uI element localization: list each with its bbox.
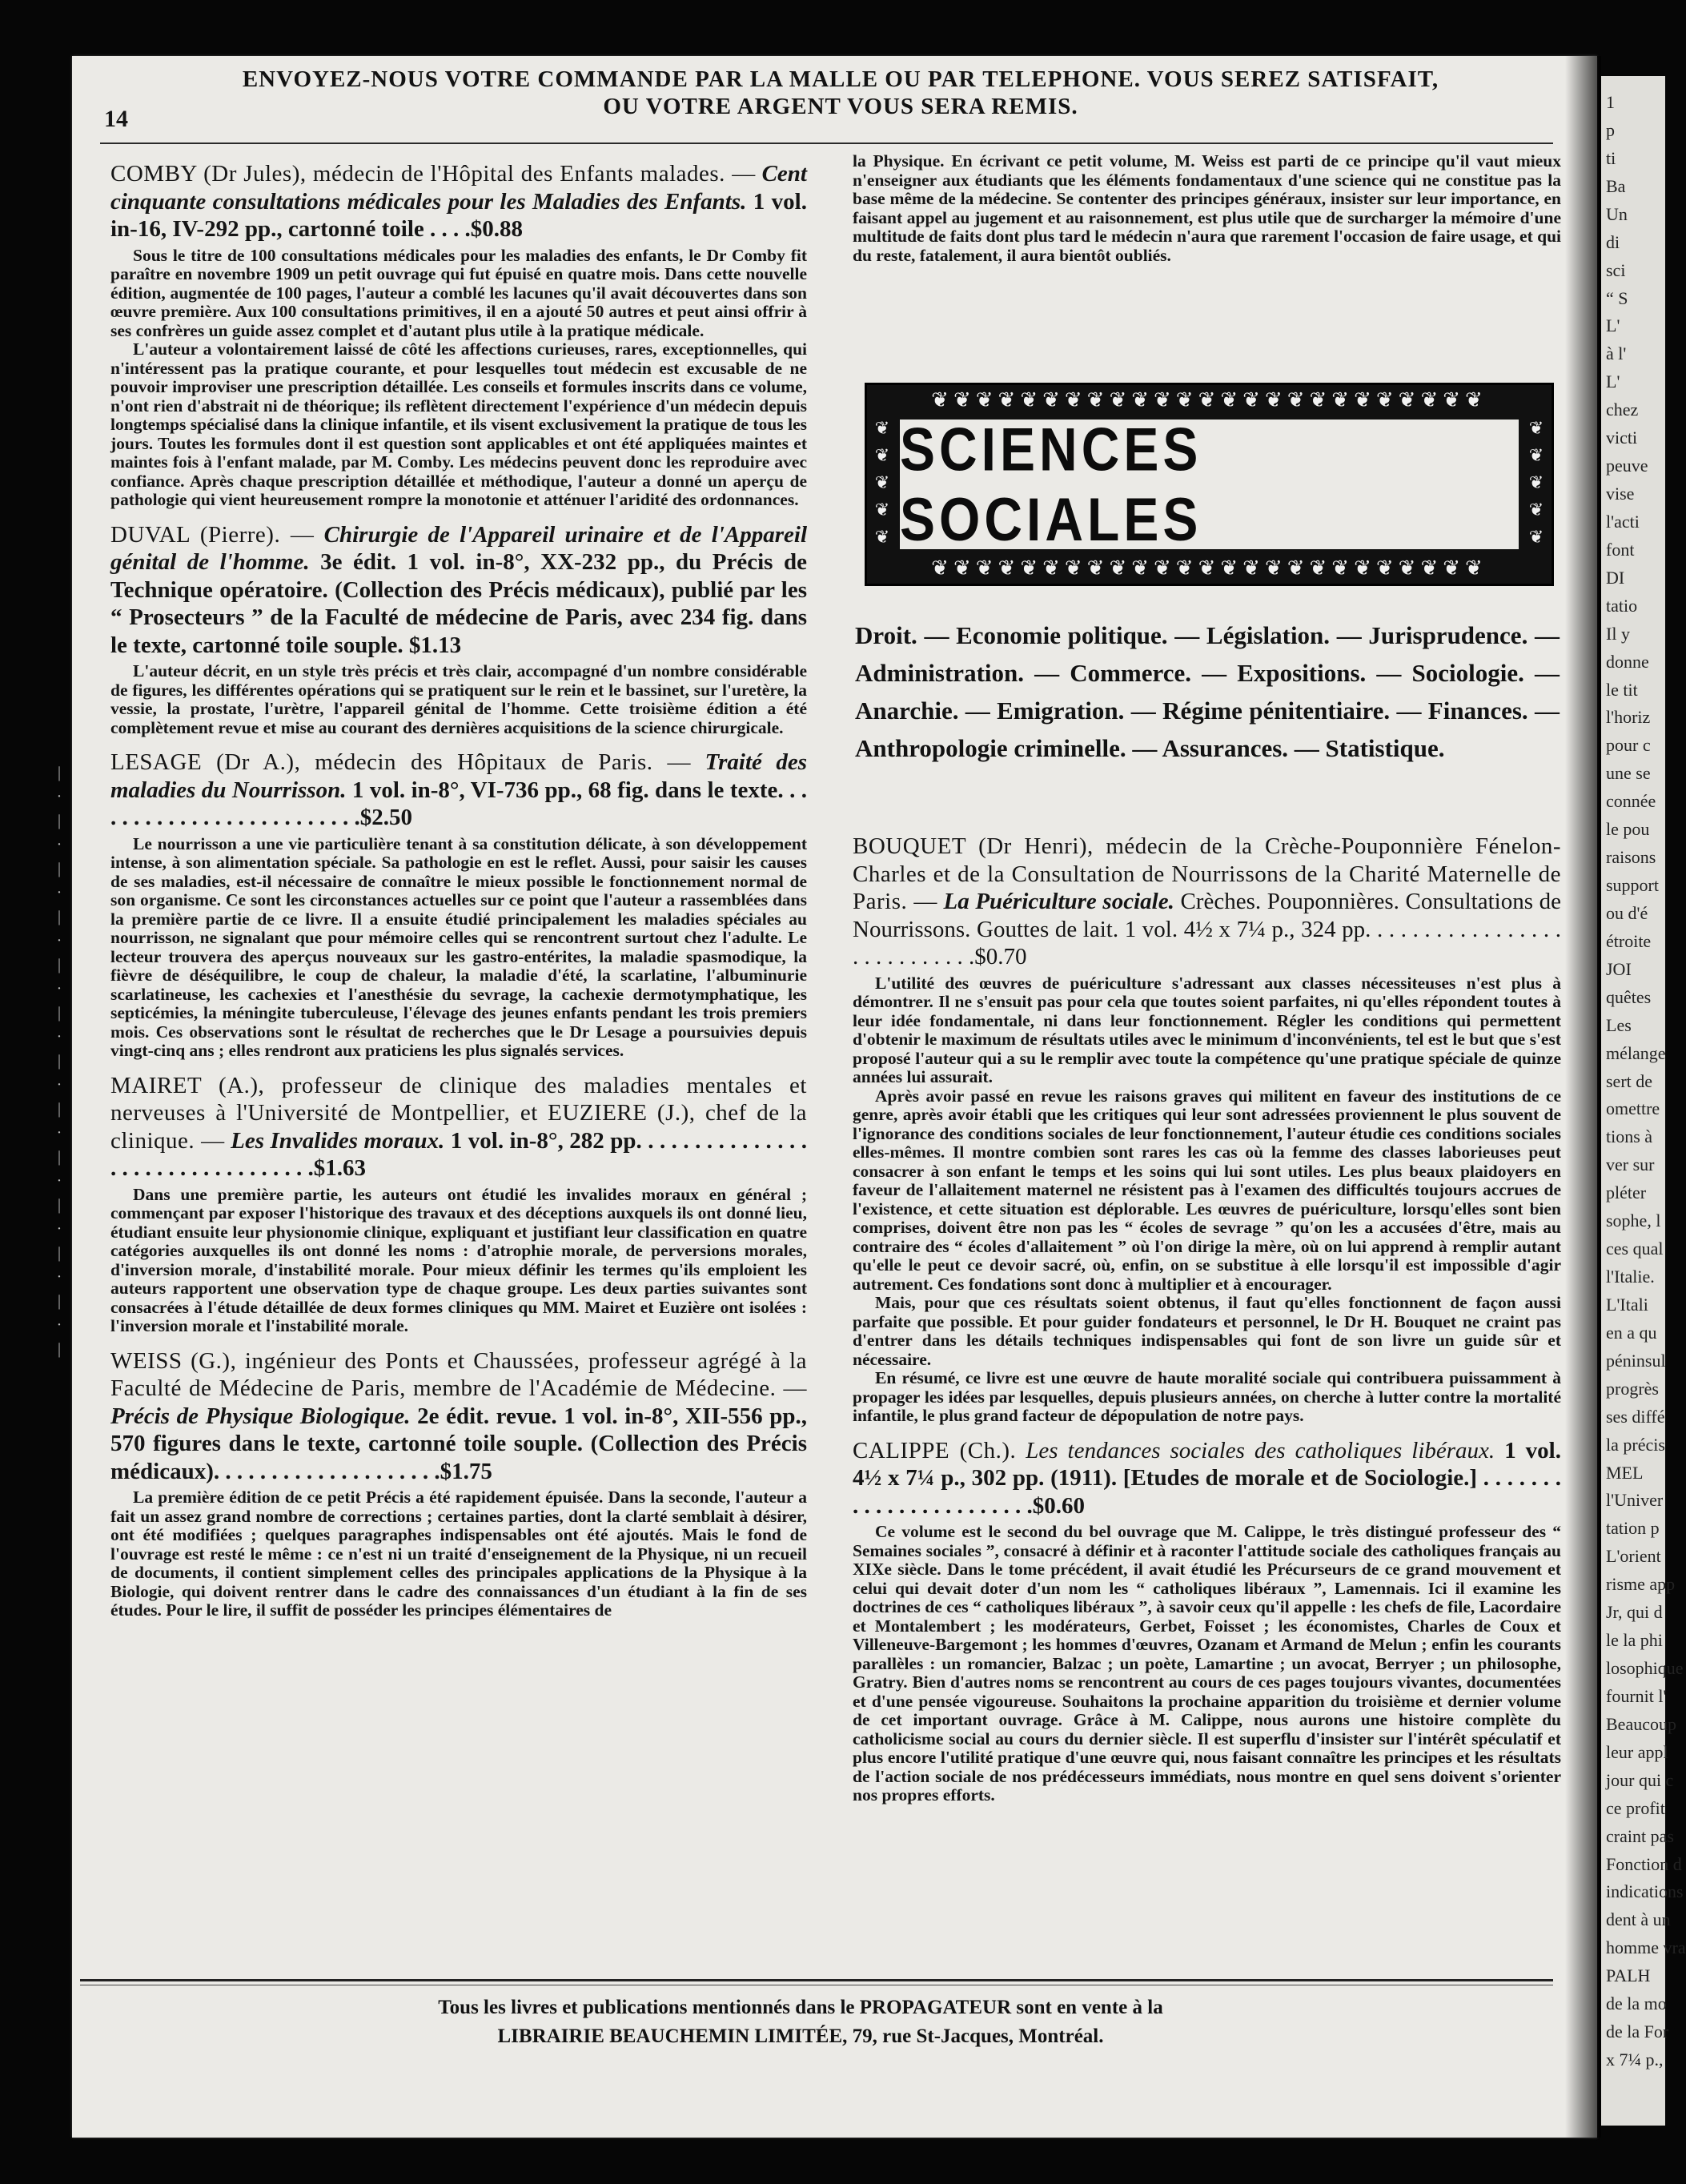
adjacent-page-fragment: donne [1606,651,1649,672]
leaf-border-left: ❦ ❦ ❦ ❦ ❦ [874,419,890,548]
adjacent-page-fragment: Il y [1606,623,1630,644]
adjacent-page-fragment: p [1606,119,1615,140]
adjacent-page-fragment: connée [1606,791,1656,812]
header-line-1: ENVOYEZ-NOUS VOTRE COMMANDE PAR LA MALLE OU PAR TELEPHONE. VOUS SEREZ SATISFAIT, [242,66,1439,92]
adjacent-page-fragment: L' [1606,315,1620,336]
adjacent-page-fragment: ver sur [1606,1154,1655,1175]
entry-author: LESAGE (Dr A.), médecin des Hôpitaux de Paris. — [110,749,692,775]
entry-title: La Puériculture sociale. [943,889,1174,914]
left-column [110,160,807,1632]
page-header [112,66,1569,120]
adjacent-page-fragment: Les [1606,1014,1632,1035]
continuation-text: la Physique. En écrivant ce petit volume, M. Weiss est parti de ce principe qu'il vaut mieux n'enseigner aux étudiants que les éléments fondamentaux d'une science qui ne constitue pas la base même de la médecine. Se contenter des principes généraux, insister sur leur importance, en faisant appel au jugement et au raisonnement, est plus utile que de surcharger la mémoire d'une multitude de faits dont plus tard le médecin n'aura que rarement l'occasion de faire usage, et qui du reste, fatalement, il aura bientôt oubliés. [853,151,1561,265]
footer-line-2: LIBRAIRIE BEAUCHEMIN LIMITÉE, 79, rue St-Jacques, Montréal. [497,2025,1104,2047]
adjacent-page-fragment: losophique [1606,1658,1684,1679]
section-title: SCIENCES SOCIALES [900,415,1202,554]
adjacent-page-fragment: pour c [1606,735,1651,756]
header-line-2: OU VOTRE ARGENT VOUS SERA REMIS. [603,94,1078,119]
adjacent-page-fragment: ce profit [1606,1797,1665,1818]
adjacent-page-fragment: MEL [1606,1462,1644,1483]
entry-publication: 1 vol. in-16, IV-292 pp., cartonné toile . . . .$0.88 [110,188,807,242]
entry-description: En résumé, ce livre est une œuvre de haute moralité sociale qui contribuera puissamment à propager les idées par lesquelles, depuis plusieurs années, on cherche à lutter contre la mortalité infantile, le plus grand facteur de dépopulation de notre pays. [853,1368,1561,1425]
adjacent-page-fragment: jour qui c [1606,1769,1674,1790]
header-rule [100,143,1553,144]
section-banner [865,383,1554,586]
entry-description: Dans une première partie, les auteurs ont étudié les invalides moraux en général ; commençant par exposer l'historique des travaux et des déceptions auxquels ils ont donné lieu, étudiant ensuite leur physionomie clinique, expliquant et justifiant leur classification en quatre catégories auxquelles ils ont donné les noms : d'atrophie morale, de perversions morales, d'inversion morale, d'instabilité morale. Pour mieux définir les termes qu'ils emploient les auteurs rapportent une observation type de chaque groupe. Les deux parties suivantes sont consacrées à l'étude détaillée de deux formes cliniques qu MM. Mairet et Euzière ont isolées : l'inversion morale et l'instabilité morale. [110,1184,807,1335]
entry-title: Traité des maladies du Nourrisson. [110,749,808,803]
footer-rule [80,1979,1553,1981]
entry-publication: 1 vol. in-8°, VI-736 pp., 68 fig. dans le texte. . . . . . . . . . . . . . . . . . . . . . . . .$2.50 [110,777,808,830]
adjacent-page-fragment: chez [1606,399,1639,420]
entry-author: COMBY (Dr Jules), médecin de l'Hôpital des Enfants malades. — [110,161,756,187]
adjacent-page-fragment: le pou [1606,819,1650,840]
adjacent-page-fragment: 1 [1606,92,1615,112]
page-gutter [1565,56,1601,2138]
entry-title: Précis de Physique Biologique. [110,1403,411,1429]
adjacent-page-fragment: PALH [1606,1965,1651,1986]
entry-description: La première édition de ce petit Précis a été rapidement épuisée. Dans la seconde, l'auteur a fait un assez grand nombre de corrections ; certaines parties, dont la clarté semblait à désirer, ont été modifiées ; quelques paragraphes indispensables ont été ajoutés. Mais le fond de l'ouvrage est resté le même : ce n'est ni un traité d'enseignement de la Physique, ni un recueil de documents, il contient simplement celles des principales applications de la Physique à la Biologie, qui doivent rentrer dans le cadre des connaissances d'un étudiant à la fin de ses études. Pour le lire, il suffit de posséder les principes élémentaires de [110,1487,807,1620]
entry-author: CALIPPE (Ch.). [853,1437,1017,1463]
entry-description: L'utilité des œuvres de puériculture s'adressant aux classes nécessiteuses n'est plus à démontrer. Il ne s'ensuit pas pour cela que toutes soient parfaites, ni qu'elles répondent toutes à leur idée fondamentale, ni dans leur fonctionnement. Régler les conditions qui permettent d'obtenir le maximum de résultats utiles avec le minimum d'inconvénients, tel est le but que s'est proposé l'auteur qui a su le remplir avec toute la compétence qu'une pratique spéciale de quinze années lui assurait. [853,973,1561,1086]
adjacent-page-fragment: JOI [1606,958,1632,979]
adjacent-page-fragment: à l' [1606,343,1627,364]
adjacent-page-fragment: peuve [1606,456,1648,476]
adjacent-page-fragment: craint pas [1606,1825,1674,1846]
entry-mairet [110,1072,807,1336]
adjacent-page-fragment: Ba [1606,175,1626,196]
adjacent-page-fragment: font [1606,539,1635,560]
adjacent-page-fragment: l'Univer [1606,1490,1664,1511]
entry-lesage [110,749,807,1061]
adjacent-page-fragment: Un [1606,203,1628,224]
adjacent-page-fragment: l'horiz [1606,707,1651,728]
adjacent-page-fragment: l'acti [1606,511,1640,532]
adjacent-page-fragment: ti [1606,147,1616,168]
adjacent-page-fragment: sert de [1606,1070,1653,1091]
adjacent-page-fragment: de la For [1606,2021,1669,2042]
adjacent-page-fragment: leur appl [1606,1741,1668,1762]
page-footer [160,1993,1441,2051]
entry-weiss [110,1347,807,1620]
entry-bouquet [853,833,1561,1426]
adjacent-page-fragment: l'Italie. [1606,1267,1655,1287]
adjacent-page-fragment: L' [1606,371,1620,392]
entry-title: Cent cinquante consultations médicales pour les Maladies des Enfants. [110,161,807,215]
right-column-bottom [853,833,1561,1817]
adjacent-page-fragment: Fonction d [1606,1853,1682,1874]
footer-line-1: Tous les livres et publications mentionnés dans le PROPAGATEUR sont en vente à la [438,1997,1163,2018]
adjacent-page-fragment: Jr, qui d [1606,1602,1663,1623]
adjacent-page-fragment: victi [1606,428,1638,448]
entry-publication: 2e édit. revue. 1 vol. in-8°, XII-556 pp., 570 figures dans le texte, cartonné toile souple. (Collection des Précis médicaux). . . . . . . . . . . . . . . . . . . .$1.75 [110,1403,808,1484]
adjacent-page-fragment: L'Itali [1606,1294,1648,1315]
adjacent-page-fragment: péninsul [1606,1350,1666,1371]
adjacent-page-fragment: sophe, l [1606,1210,1661,1231]
entry-publication: Crèches. Pouponnières. Consultations de Nourrissons. Gouttes de lait. 1 vol. 4½ x 7¼ p., 324 pp. . . . . . . . . . . . . . . . . . . . . . . . . . . .$0.70 [853,889,1561,970]
adjacent-page-fragment: ou d'é [1606,902,1648,923]
entry-author: WEISS (G.), ingénieur des Ponts et Chaussées, professeur agrégé à la Faculté de Médecine de Paris, membre de l'Académie de Médecine. — [110,1347,807,1401]
adjacent-page-fragment: une se [1606,763,1651,784]
adjacent-page-fragment: “ S [1606,287,1628,308]
adjacent-page-fragment: indications [1606,1881,1684,1902]
adjacent-page-fragment: Beaucoup [1606,1713,1676,1734]
entry-description: L'auteur a volontairement laissé de côté les affections curieuses, rares, exceptionnelles, qui n'intéressent pas la pratique courante, et pour lesquelles tout médecin est excusable de ne pouvoir improviser une prescription détaillée. Les conseils et formules inscrits dans ce volume, n'ont rien d'abstrait ni de théorique; ils reflètent directement l'expérience d'un médecin depuis longtemps spécialisé dans la clinique infantile, et ils visent exclusivement la pratique de tous les jours. Toutes les formules dont il est question sont applicables et ont été appliquées maintes et maintes fois à l'enfant malade, par M. Comby. Les médecins peuvent donc les reproduire avec confiance. Après chaque prescription détaillée et méthodique, l'auteur a donné un aperçu de pathologie qui vient heureusement rompre la monotonie et atténuer l'aridité des ordonnances. [110,339,807,509]
entry-duval [110,521,807,738]
adjacent-page-fragment: L'orient [1606,1546,1661,1567]
adjacent-page-fragment: fournit l' [1606,1685,1667,1706]
entry-publication: 1 vol. 4½ x 7¼ p., 302 pp. (1911). [Etudes de morale et de Sociologie.] . . . . . . . . . . . . . . . . . . . . . . .$0.60 [853,1437,1561,1519]
adjacent-page-fragment: tatio [1606,595,1638,616]
entry-publication: 3e édit. 1 vol. in-8°, XX-232 pp., du Précis de Technique opératoire. (Collection des Précis médicaux), publié par les “ Prosecteurs ” de la Faculté de médecine de Paris, avec 234 fig. dans le texte, cartonné toile souple. $1.13 [110,549,808,658]
section-topics: Droit. — Economie politique. — Législation. — Jurisprudence. — Administration. — Commerce. — Expositions. — Sociologie. — Anarchie. — Emigration. — Régime pénitentiaire. — Finances. — Anthropologie criminelle. — Assurances. — Statistique. [855,621,1560,762]
margin-marks: | · | · | · | · | · | · | · | · | · | · | · | · | [56,764,62,1358]
adjacent-page [1601,76,1686,2126]
leaf-border-right: ❦ ❦ ❦ ❦ ❦ [1528,419,1544,548]
adjacent-page-fragment: omettre [1606,1098,1660,1119]
adjacent-page-fragment: support [1606,875,1659,896]
adjacent-page-fragment: quêtes [1606,986,1652,1007]
adjacent-page-fragment: étroite [1606,930,1652,951]
adjacent-page-fragment: de la mo [1606,1993,1667,2014]
leaf-border-bottom: ❦❦❦❦❦❦❦❦❦❦❦❦❦❦❦❦❦❦❦❦❦❦❦❦❦ [931,556,1487,580]
adjacent-page-fragment: le tit [1606,679,1638,700]
entry-description: Mais, pour que ces résultats soient obtenus, il faut qu'elles fonctionnent de façon aussi parfaite que possible. Et pour guider fondateurs et personnel, le Dr H. Bouquet ne craint pas d'entrer dans les détails techniques indispensables qui font de son livre un guide sûr et nécessaire. [853,1293,1561,1369]
entry-author: DUVAL (Pierre). — [110,521,315,548]
adjacent-page-fragment: vise [1606,484,1635,504]
entry-title: Les Invalides moraux. [231,1127,445,1154]
adjacent-page-fragment: en a qu [1606,1322,1657,1343]
adjacent-page-fragment: le la phi [1606,1630,1663,1651]
adjacent-page-fragment: progrès [1606,1378,1659,1399]
adjacent-page-fragment: la précis [1606,1434,1665,1455]
page-number: 14 [104,106,128,132]
adjacent-page-fragment: tions à [1606,1126,1653,1147]
leaf-border-top: ❦❦❦❦❦❦❦❦❦❦❦❦❦❦❦❦❦❦❦❦❦❦❦❦❦ [931,388,1487,412]
adjacent-page-fragment: dent à un [1606,1909,1671,1930]
entry-publication: 1 vol. in-8°, 282 pp. . . . . . . . . . . . . . . . . . . . . . . . . . . . . . . . .$1.63 [110,1127,808,1181]
entry-description: Sous le titre de 100 consultations médicales pour les maladies des enfants, le Dr Comby fit paraître en novembre 1909 un petit ouvrage qui fut épuisé en quatre mois. Dans cette nouvelle édition, augmentée de 100 pages, l'auteur a comblé les lacunes qu'il avait découvertes dans son œuvre première. Aux 100 consultations primitives, il en a ajouté 50 autres et peut ainsi offrir à ses confrères un guide assez complet et d'autant plus utile à la pratique médicale. [110,245,807,340]
entry-description: Le nourrisson a une vie particulière tenant à sa constitution délicate, à son développement intense, à son alimentation spéciale. Sa pathologie en est le reflet. Aussi, pour saisir les causes de ses maladies, est-il nécessaire de connaître le mieux possible le fonctionnement normal de son organisme. Ce sont les circonstances actuelles sur ce point que l'auteur a rassemblées dans la première partie de ce livre. Il a ensuite étudié principalement les maladies spéciales au nourrisson, ne signalant que pour mémoire celles qui se rencontrent surtout chez l'adulte. Le lecteur trouvera des aperçus nouveaux sur les gastro-entérites, la maladie spasmodique, la fièvre de déséquilibre, le coup de chaleur, la maladie d'été, la scarlatine, l'albuminurie scarlatineuse, les cachexies et l'anesthésie du sevrage, la cachexie dermotymphatique, les septicémies, la méningite tuberculeuse, l'élevage des jeunes enfants pendant les trois premiers mois. Ces observations sont le résultat de recherches que le Dr Lesage a poursuivies depuis vingt-cinq ans ; elles rendront aux praticiens les plus signalés services. [110,833,807,1060]
adjacent-page-fragment: ces qual [1606,1239,1664,1259]
entry-description: Après avoir passé en revue les raisons graves qui militent en faveur des institutions de ce genre, après avoir établi que les critiques qui leur sont adressées proviennent le plus souvent de l'ignorance des conditions sociales de leur fonctionnement, l'auteur étudie ces conditions sociales elles-mêmes. Il montre combien sont rares les cas où la femme des classes laborieuses peut consacrer à son enfant le temps et les soins qui lui sont utiles. Les plus beaux plaidoyers en faveur de l'allaitement maternel ne résistent pas à l'examen des difficultés toujours accrues de l'existence, et cette situation est déplorable. Les œuvres de puériculture, lorsqu'elles sont bien comprises, doivent être non pas les “ écoles de sevrage ” qu'on les a accusées d'être, mais au contraire des “ écoles d'allaitement ” où l'on dirige la mère, où on lui apprend à remplir autant qu'elle le peut ce devoir sacré, où, enfin, on se substitue à elle lorsqu'il est impossible d'agir autrement. Ces fondations sont donc à multiplier et à encourager. [853,1086,1561,1294]
entry-title: Chirurgie de l'Appareil urinaire et de l'Appareil génital de l'homme. [110,521,807,575]
entry-title: Les tendances sociales des catholiques libéraux. [1026,1437,1495,1463]
adjacent-page-fragment: di [1606,231,1620,252]
adjacent-page-fragment: risme app [1606,1574,1676,1595]
entry-description: Ce volume est le second du bel ouvrage que M. Calippe, le très distingué professeur des “ Semaines sociales ”, consacré à définir et à raconter l'attitude sociale des catholiques français au XIXe siècle. Dans le tome précédent, il avait étudié les Précurseurs de ce grand mouvement et celui qui devait doter d'un nom les “ catholiques libéraux ”, Lamennais. Ici il examine les doctrines de ces “ catholiques libéraux ”, à savoir ceux qu'il appelle : les chefs de file, Lacordaire et Montalembert ; les modérateurs, Gerbet, Foisset ; les économistes, Charles de Coux et Villeneuve-Bargemont ; les hommes d'œuvres, Ozanam et Armand de Melun ; enfin les courants parallèles : un romancier, Balzac ; un poète, Lamartine ; un avocat, Berryer ; un philosophe, Gratry. Bien d'autres noms se rencontrent au cours de ces pages toujours vivantes, documentées et d'une pensée vigoureuse. Souhaitons la prochaine apparition du troisième et dernier volume de cet important ouvrage. Grâce à M. Calippe, nous aurons une histoire complète du catholicisme social au cours du dernier siècle. Il est superflu d'insister sur l'intérêt spéculatif et plus encore l'utilité pratique d'une œuvre qui, nous faisant connaître les principes et les résultats de l'action sociale de nos prédécesseurs immédiats, nous montre en quel sens doivent s'orienter nos propres efforts. [853,1522,1561,1805]
entry-author: BOUQUET (Dr Henri), médecin de la Crèche-Pouponnière Fénelon-Charles et de la Consultation de Nourrissons de la Charité Maternelle de Paris. — [853,833,1561,914]
adjacent-page-fragment: DI [1606,567,1625,588]
entry-comby [110,160,807,510]
adjacent-page-fragment: mélange [1606,1042,1666,1063]
right-column-top [853,152,1561,273]
adjacent-page-fragment: raisons [1606,847,1656,868]
adjacent-page-fragment: ses diffé [1606,1406,1665,1427]
entry-author: MAIRET (A.), professeur de clinique des maladies mentales et nerveuses à l'Université de Montpellier, et EUZIERE (J.), chef de la clinique. — [110,1072,807,1154]
adjacent-page-fragment: tation p [1606,1518,1660,1539]
entry-calippe [853,1437,1561,1805]
adjacent-page-fragment: homme vra [1606,1937,1686,1958]
adjacent-page-fragment: x 7¼ p., [1606,2050,1664,2070]
adjacent-page-fragment: sci [1606,259,1626,280]
adjacent-page-fragment: pléter [1606,1182,1647,1203]
entry-description: L'auteur décrit, en un style très précis et très clair, accompagné d'un nombre considérable de figures, les différentes opérations qui se pratiquent sur le rein et le bassinet, sur l'uretère, la vessie, la prostate, l'urètre, l'appareil génital de l'homme. Cette troisième édition a été complètement revue et mise au courant des dernières acquisitions de la science chirurgicale. [110,661,807,737]
